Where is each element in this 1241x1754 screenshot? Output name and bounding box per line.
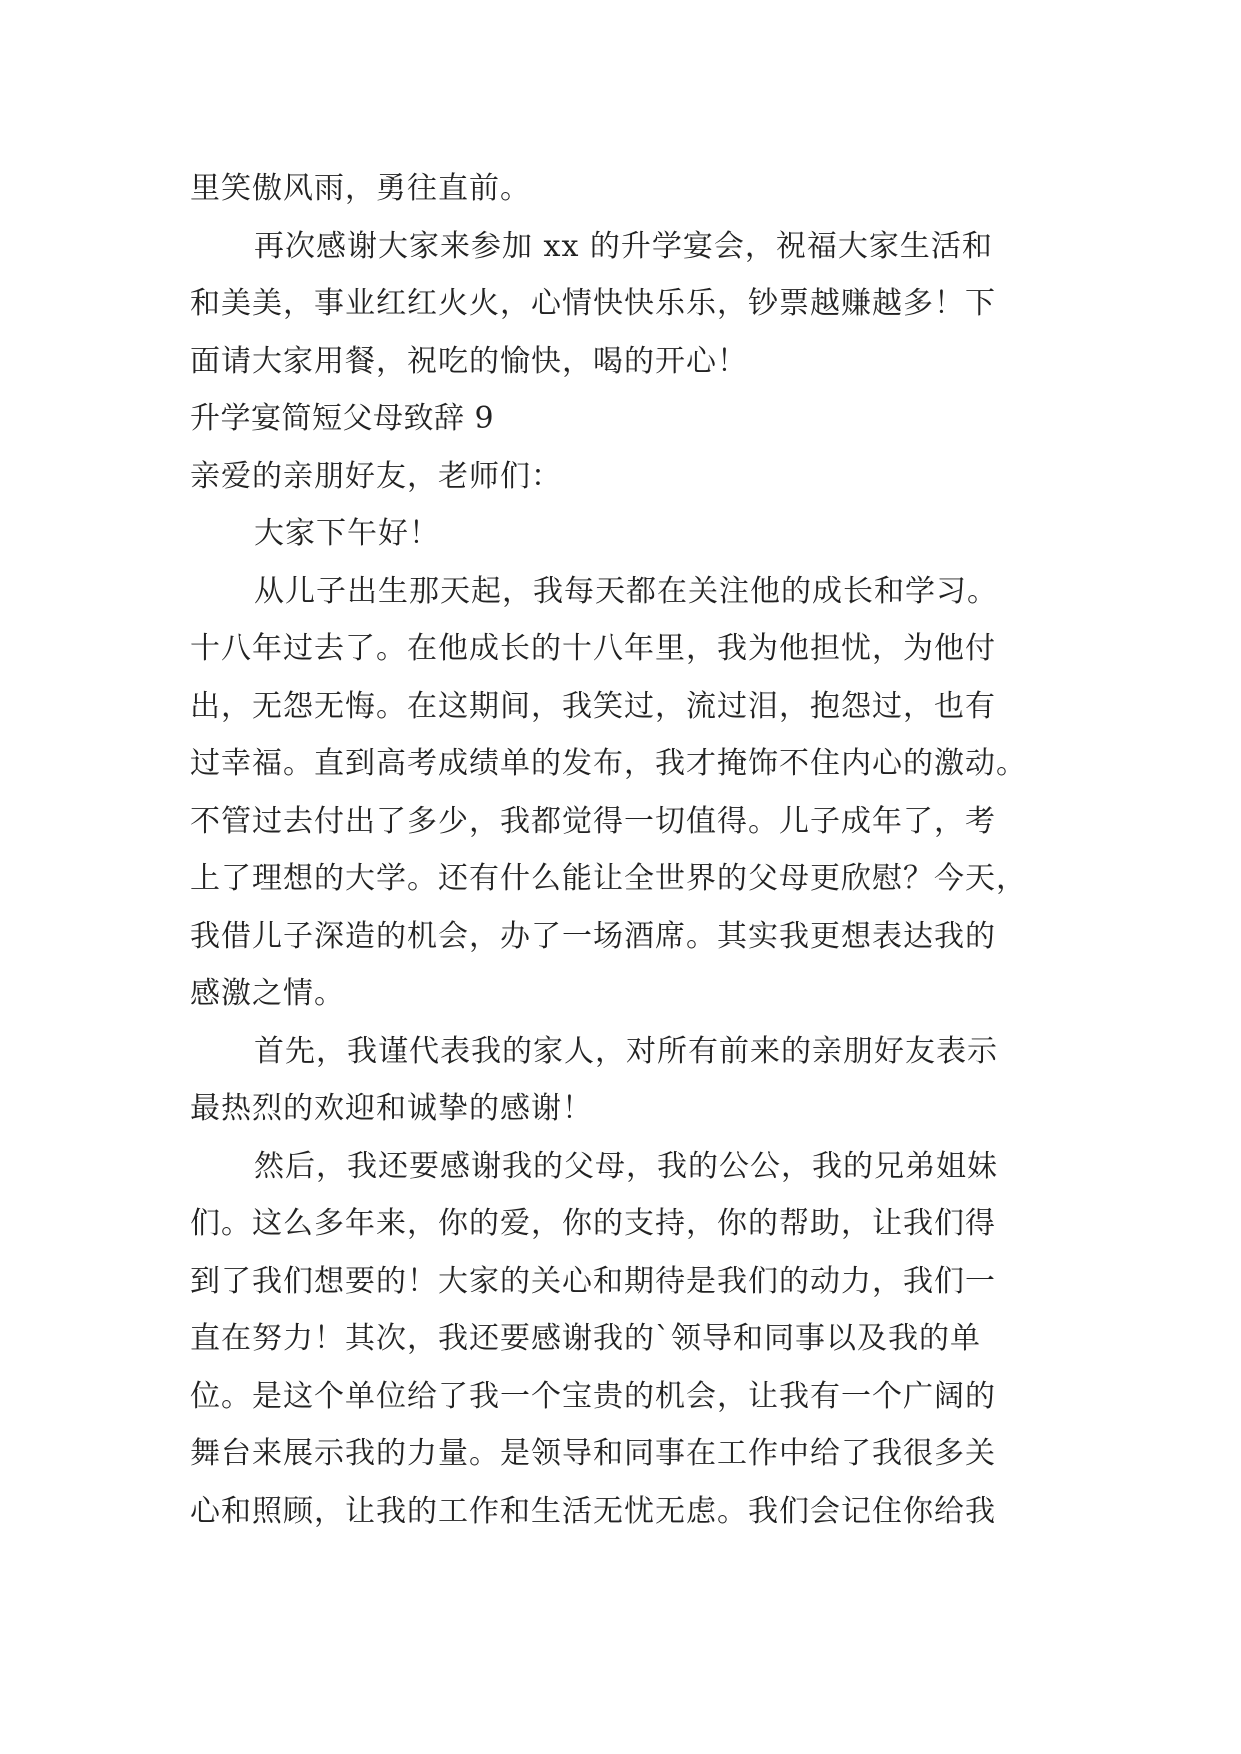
paragraph-start-line: 再次感谢大家来参加 xx 的升学宴会，祝福大家生活和 bbox=[254, 228, 993, 264]
text-line: 过幸福。直到高考成绩单的发布，我才掩饰不住内心的激动。 bbox=[190, 746, 1027, 781]
text-line: 直在努力！其次，我还要感谢我的`领导和同事以及我的单 bbox=[190, 1321, 981, 1356]
text-line: 心和照顾，让我的工作和生活无忧无虑。我们会记住你给我 bbox=[190, 1493, 996, 1529]
paragraph-start-line: 从儿子出生那天起，我每天都在关注他的成长和学习。 bbox=[254, 573, 998, 609]
text-line: 最热烈的欢迎和诚挚的感谢！ bbox=[190, 1091, 593, 1126]
text-line: 和美美，事业红红火火，心情快快乐乐，钞票越赚越多！下 bbox=[190, 286, 996, 321]
paragraph-start-line: 首先，我谨代表我的家人，对所有前来的亲朋好友表示 bbox=[254, 1033, 998, 1069]
text-line: 十八年过去了。在他成长的十八年里，我为他担忧，为他付 bbox=[190, 631, 996, 666]
text-line: 面请大家用餐，祝吃的愉快，喝的开心！ bbox=[190, 343, 748, 379]
section-heading: 升学宴简短父母致辞 9 bbox=[190, 401, 495, 436]
document-body bbox=[190, 160, 1070, 1540]
text-line: 到了我们想要的！大家的关心和期待是我们的动力，我们一 bbox=[190, 1263, 996, 1299]
text-line: 位。是这个单位给了我一个宝贵的机会，让我有一个广阔的 bbox=[190, 1378, 996, 1414]
text-line: 上了理想的大学。还有什么能让全世界的父母更欣慰？今天， bbox=[190, 861, 1027, 896]
text-line: 们。这么多年来，你的爱，你的支持，你的帮助，让我们得 bbox=[190, 1206, 996, 1241]
text-line: 不管过去付出了多少，我都觉得一切值得。儿子成年了，考 bbox=[190, 803, 996, 839]
paragraph-start-line: 然后，我还要感谢我的父母，我的公公，我的兄弟姐妹 bbox=[254, 1148, 998, 1184]
text-line: 我借儿子深造的机会，办了一场酒席。其实我更想表达我的 bbox=[190, 918, 996, 954]
text-line: 舞台来展示我的力量。是领导和同事在工作中给了我很多关 bbox=[190, 1436, 996, 1471]
salutation: 亲爱的亲朋好友，老师们： bbox=[190, 458, 562, 494]
text-line: 感激之情。 bbox=[190, 976, 345, 1011]
text-line: 出，无怨无悔。在这期间，我笑过，流过泪，抱怨过，也有 bbox=[190, 688, 996, 724]
greeting-line: 大家下午好！ bbox=[254, 516, 440, 551]
text-line: 里笑傲风雨，勇往直前。 bbox=[190, 171, 531, 206]
